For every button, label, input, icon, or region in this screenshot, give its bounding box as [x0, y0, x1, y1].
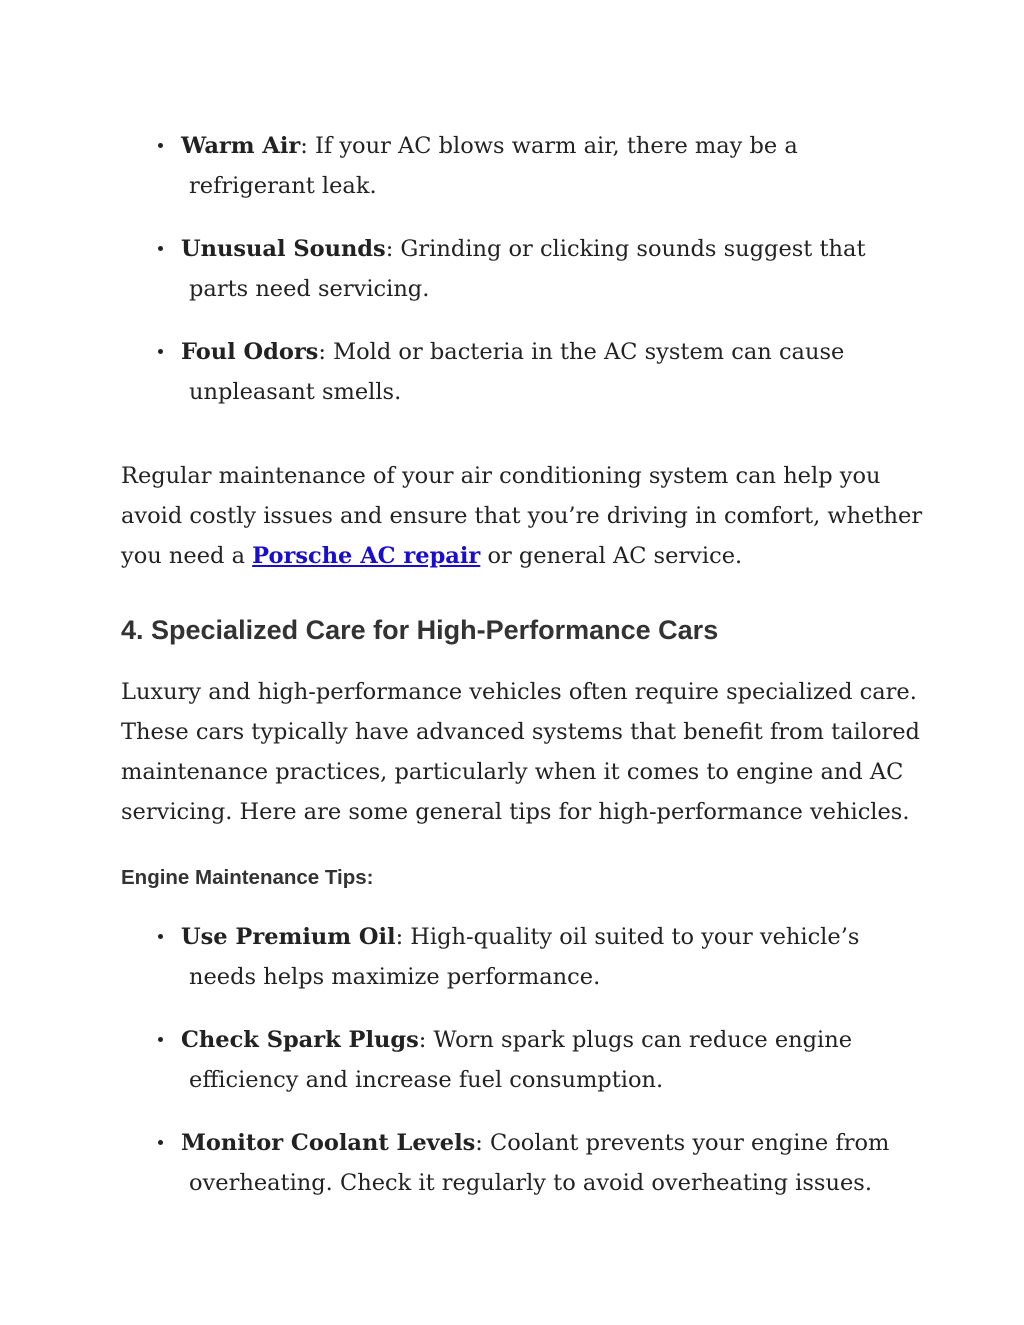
ac-symptoms-list	[158, 126, 918, 435]
bullet-dot-icon	[158, 246, 163, 251]
list-item-term: Unusual Sounds	[181, 236, 386, 262]
specialized-care-paragraph: Luxury and high-performance vehicles often require specialized care. These cars typically have advanced systems that benefit from tailored maintenance practices, particularly when it comes to engine and AC servicing. Here are some general tips for high-performance vehicles.	[121, 679, 920, 825]
list-item	[158, 917, 918, 997]
bullet-dot-icon	[158, 1140, 163, 1145]
list-item-text: : High-quality oil suited to your vehicle’s	[395, 924, 860, 950]
list-item-term: Foul Odors	[181, 339, 319, 365]
porsche-ac-repair-link[interactable]: Porsche AC repair	[252, 543, 481, 569]
list-item-term: Monitor Coolant Levels	[181, 1130, 476, 1156]
list-item-text-continued: needs helps maximize performance.	[189, 964, 601, 990]
list-item-text-continued: overheating. Check it regularly to avoid overheating issues.	[189, 1170, 872, 1196]
list-item-text-continued: efficiency and increase fuel consumption.	[189, 1067, 664, 1093]
list-item-term: Warm Air	[181, 133, 301, 159]
bullet-dot-icon	[158, 934, 163, 939]
list-item	[158, 1020, 918, 1100]
list-item-text-continued: refrigerant leak.	[189, 173, 377, 199]
list-item-text: : Worn spark plugs can reduce engine	[418, 1027, 853, 1053]
list-item-term: Check Spark Plugs	[181, 1027, 419, 1053]
list-item	[158, 332, 918, 412]
list-item-term: Use Premium Oil	[181, 924, 396, 950]
subsection-heading: Engine Maintenance Tips:	[121, 866, 374, 889]
list-item-text-continued: parts need servicing.	[189, 276, 430, 302]
engine-tips-list	[158, 917, 918, 1226]
list-item-text: : If your AC blows warm air, there may be a	[300, 133, 798, 159]
list-item	[158, 229, 918, 309]
section-heading: 4. Specialized Care for High-Performance Cars	[121, 615, 719, 645]
list-item-text-continued: unpleasant smells.	[189, 379, 402, 405]
list-item	[158, 1123, 918, 1203]
bullet-dot-icon	[158, 143, 163, 148]
maintenance-paragraph: Regular maintenance of your air conditioning system can help you avoid costly issues and ensure that you’re driving in comfort, whether you need a Porsche AC repair or general AC service.	[121, 463, 923, 569]
list-item-text: : Coolant prevents your engine from	[475, 1130, 890, 1156]
list-item-text: : Mold or bacteria in the AC system can cause	[318, 339, 845, 365]
bullet-dot-icon	[158, 1037, 163, 1042]
list-item-text: : Grinding or clicking sounds suggest that	[385, 236, 866, 262]
list-item	[158, 126, 918, 206]
bullet-dot-icon	[158, 349, 163, 354]
